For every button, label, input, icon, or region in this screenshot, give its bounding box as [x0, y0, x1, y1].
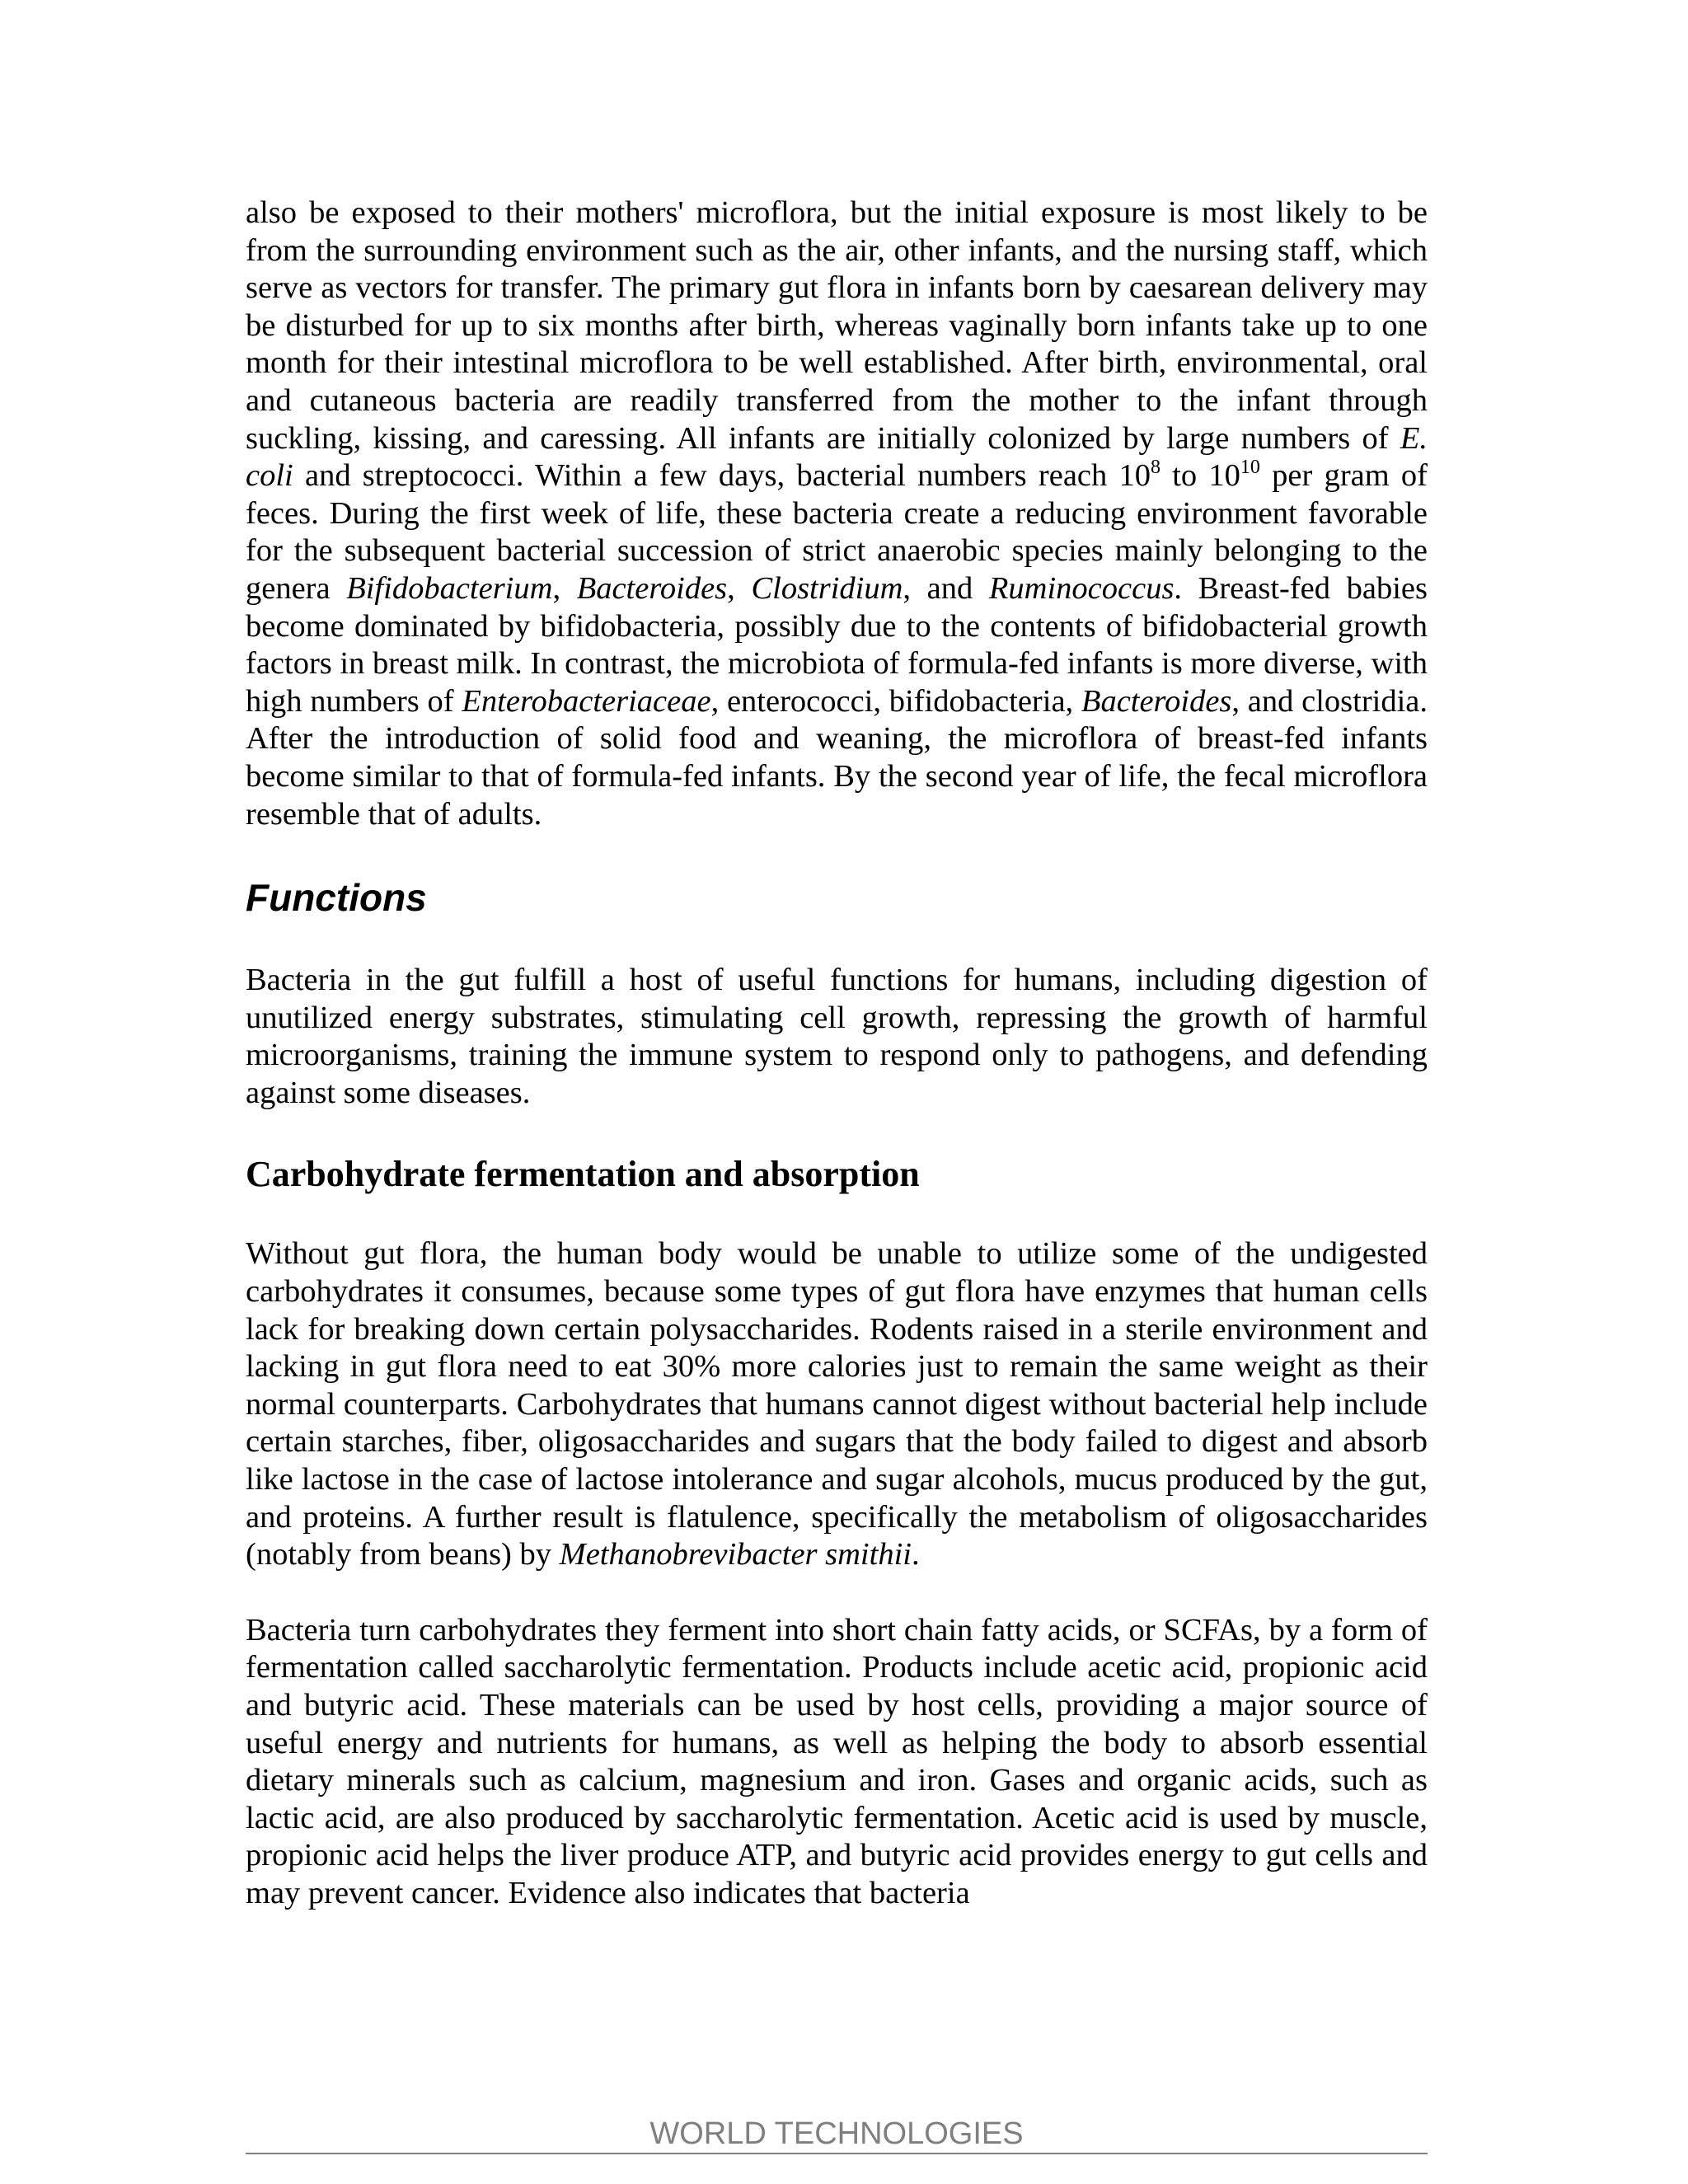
- genus-clostridium: Clostridium: [751, 570, 903, 606]
- genus-bifidobacterium: Bifidobacterium: [346, 570, 553, 606]
- species-ecoli: E. coli: [246, 420, 1428, 494]
- species-methanobrevibacter: Methanobrevibacter smithii: [559, 1537, 912, 1572]
- footer-rule: [246, 2153, 1428, 2154]
- footer-text: WORLD TECHNOLOGIES: [649, 2116, 1024, 2151]
- subsection-heading-carbohydrate: Carbohydrate fermentation and absorption: [246, 1154, 920, 1195]
- paragraph-intro: also be exposed to their mothers' microflora, but the initial exposure is most likely to be from the surrounding environment such as the air, other infants, and the nursing staff, which serve as vectors for transfer. The primary gut flora in infants born by caesarean delivery may be disturbed for up to six months after birth, whereas vaginally born infants take up to one month for their intestinal microflora to be well established. After birth, environmental, oral and cutaneous bacteria are readily transferred from the mother to the infant through suckling, kissing, and caressing. All infants are initially colonized by large numbers of E. coli and streptococci. Within a few days, bacterial numbers reach $10^8$ to $10^{10}$ per gram of feces. During the first week of life, these bacteria create a reducing environment favorable for the subsequent bacterial succession of strict anaerobic species mainly belonging to the genera Bifidobacterium, Bacteroides, Clostridium, and Ruminococcus. Breast-fed babies become dominated by bifidobacteria, possibly due to the contents of bifidobacterial growth factors in breast milk. In contrast, the microbiota of formula-fed infants is more diverse, with high numbers of Enterobacteriaceae, enterococci, bifidobacteria, Bacteroides, and clostridia. After the introduction of solid food and weaning, the microflora of breast-fed infants become similar to that of formula-fed infants. By the second year of life, the fecal microflora resemble that of adults.: [246, 195, 1428, 832]
- document-page: [246, 194, 1428, 1913]
- genus-bacteroides: Bacteroides: [576, 570, 728, 606]
- exponent-10: 10: [1240, 457, 1260, 479]
- paragraph-functions: Bacteria in the gut fulfill a host of useful functions for humans, including digestion of unutilized energy substrates, stimulating cell growth, repressing the growth of harmful microorganisms, training the immune system to respond only to pathogens, and defending against some diseases.: [246, 963, 1428, 1110]
- paragraph-carbohydrate: Without gut flora, the human body would be unable to utilize some of the undigested carbohydrates it consumes, because some types of gut flora have enzymes that human cells lack for breaking down certain polysaccharides. Rodents raised in a sterile environment and lacking in gut flora need to eat 30% more calories just to remain the same weight as their normal counterparts. Carbohydrates that humans cannot digest without bacterial help include certain starches, fiber, oligosaccharides and sugars that the body failed to digest and absorb like lactose in the case of lactose intolerance and sugar alcohols, mucus produced by the gut, and proteins. A further result is flatulence, specifically the metabolism of oligosaccharides (notably from beans) by Methanobrevibacter smithii.: [246, 1236, 1428, 1572]
- genus-bacteroides-2: Bacteroides: [1081, 683, 1232, 719]
- exponent-8: 8: [1150, 457, 1160, 479]
- page-footer: [246, 2115, 1428, 2156]
- family-enterobacteriaceae: Enterobacteriaceae: [462, 683, 711, 719]
- paragraph-scfa: Bacteria turn carbohydrates they ferment into short chain fatty acids, or SCFAs, by a form of fermentation called saccharolytic fermentation. Products include acetic acid, propionic acid and butyric acid. These materials can be used by host cells, providing a major source of useful energy and nutrients for humans, as well as helping the body to absorb essential dietary minerals such as calcium, magnesium and iron. Gases and organic acids, such as lactic acid, are also produced by saccharolytic fermentation. Acetic acid is used by muscle, propionic acid helps the liver produce ATP, and butyric acid provides energy to gut cells and may prevent cancer. Evidence also indicates that bacteria: [246, 1612, 1428, 1910]
- genus-ruminococcus: Ruminococcus: [988, 570, 1175, 606]
- section-heading-functions: Functions: [246, 876, 427, 920]
